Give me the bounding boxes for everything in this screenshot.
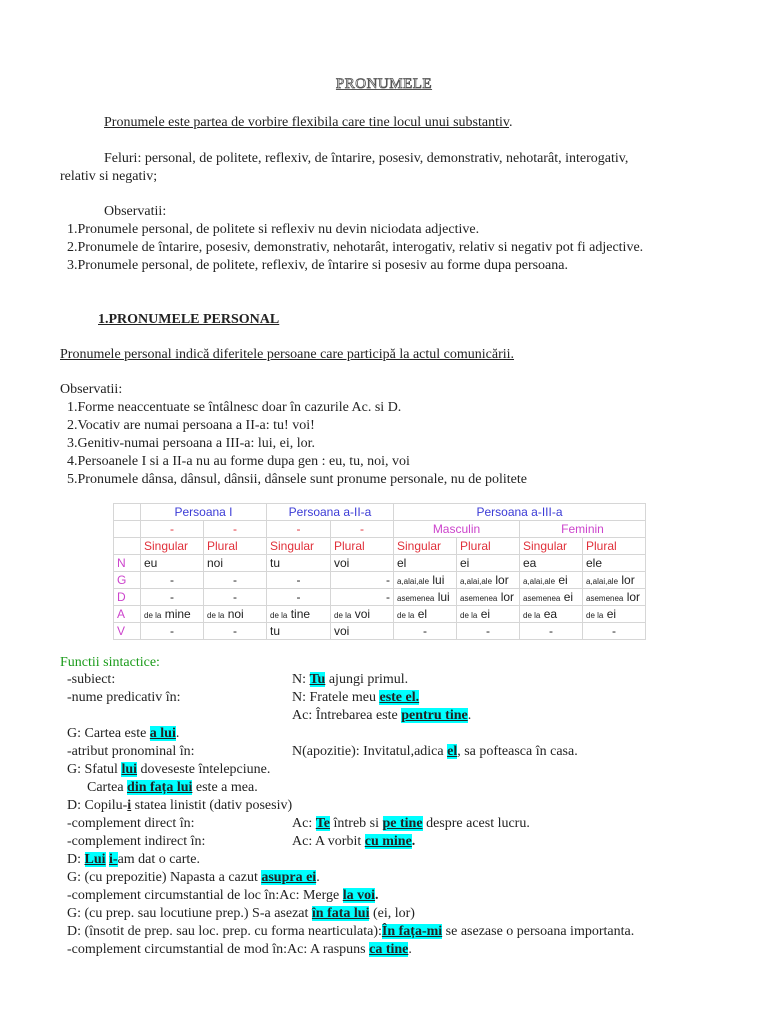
table-cell	[583, 606, 646, 623]
cell-prefix: a,alai,ale	[586, 577, 619, 586]
cell-word: mine	[164, 607, 191, 621]
cell-word: tine	[290, 607, 311, 621]
highlight: În fața-mi	[381, 924, 443, 939]
table-cell: -	[204, 572, 267, 589]
highlight: Te	[315, 816, 330, 831]
highlight: a lui	[149, 726, 176, 741]
cell-word: lor	[626, 590, 641, 604]
table-cell: -	[331, 572, 394, 589]
example-text: întreb si	[330, 816, 383, 831]
highlight: lui	[121, 762, 138, 777]
table-row	[114, 555, 646, 572]
cell-prefix: de la	[460, 611, 478, 620]
example-text: G: Cartea este	[67, 726, 150, 741]
table-cell: tu	[267, 623, 331, 640]
cell-prefix: de la	[144, 611, 162, 620]
gender-dash: -	[331, 521, 394, 538]
example-g3	[87, 779, 258, 796]
table-cell: -	[204, 623, 267, 640]
example-g5	[67, 905, 415, 922]
example-cl	[67, 887, 379, 904]
header-number: Plural	[331, 538, 394, 555]
table-header-persons	[114, 504, 646, 521]
func-subiect: -subiect:	[67, 672, 116, 687]
example-d2	[67, 851, 200, 868]
table-cell: ele	[583, 555, 646, 572]
case-label: V	[114, 623, 141, 640]
example-d3	[67, 923, 634, 940]
example-text: G: Sfatul	[67, 762, 122, 777]
table-cell: -	[331, 589, 394, 606]
table-header-numbers	[114, 538, 646, 555]
highlight: pentru tine	[401, 708, 468, 723]
table-cell	[331, 606, 394, 623]
func-complement-indirect: -complement indirect în:	[67, 834, 206, 849]
cell-prefix: de la	[523, 611, 541, 620]
cell-word: lor	[500, 590, 515, 604]
example-text: , sa pofteasca în casa.	[457, 744, 578, 759]
cell-prefix: asemenea	[523, 594, 561, 603]
header-persoana-1: Persoana I	[141, 504, 267, 521]
table-cell: ei	[457, 555, 520, 572]
highlight: ca tine	[369, 942, 409, 957]
observatie2-4: 4.Persoanele I si a II-a nu au forme dupa gen : eu, tu, noi, voi	[67, 454, 410, 469]
example-text: -complement circumstantial de loc în:Ac: Merge	[67, 888, 343, 903]
example-text: statea linistit (dativ posesiv)	[131, 798, 293, 813]
example-g1	[67, 725, 179, 742]
cell-word: ea	[543, 607, 558, 621]
table-cell: -	[583, 623, 646, 640]
example-text: D:	[67, 852, 85, 867]
highlight: Tu	[309, 672, 326, 687]
example-atribut	[292, 743, 578, 760]
table-cell	[394, 589, 457, 606]
highlight: din fața lui	[127, 780, 193, 795]
cell-word: noi	[227, 607, 244, 621]
cell-word: ei	[480, 607, 491, 621]
observatie2-3: 3.Genitiv-numai persoana a III-a: lui, ei, lor.	[67, 436, 316, 451]
table-cell: -	[394, 623, 457, 640]
observatii2-title: Observatii:	[60, 382, 123, 397]
table-cell: voi	[331, 623, 394, 640]
observatie-3: 3.Pronumele personal, de politete, reflexiv, de întarire si posesiv au forme dupa persoana.	[67, 258, 568, 273]
table-cell	[394, 606, 457, 623]
header-number: Singular	[520, 538, 583, 555]
cell-word: ei	[606, 607, 617, 621]
observatii-title: Observatii:	[104, 204, 167, 219]
cell-prefix: a,alai,ale	[397, 577, 430, 586]
example-text: N(apozitie): Invitatul,adica	[292, 744, 448, 759]
table-cell: -	[520, 623, 583, 640]
header-number: Singular	[141, 538, 204, 555]
table-cell	[267, 606, 331, 623]
table-cell: el	[394, 555, 457, 572]
page-title: PRONUMELE	[335, 76, 433, 92]
cell-prefix: de la	[207, 611, 225, 620]
cell-prefix: asemenea	[460, 594, 498, 603]
example-text: N:	[292, 672, 310, 687]
example-subiect	[292, 671, 408, 688]
cell-prefix: asemenea	[397, 594, 435, 603]
observatie-1: 1.Pronumele personal, de politete si reflexiv nu devin niciodata adjective.	[67, 222, 480, 237]
table-cell	[457, 572, 520, 589]
header-number: Singular	[267, 538, 331, 555]
example-text: D: Copilu-	[67, 798, 128, 813]
highlight: i	[127, 798, 132, 813]
table-cell	[520, 589, 583, 606]
feluri-line-1: Feluri: personal, de politete, reflexiv, de întarire, posesiv, demonstrativ, nehotarât, interogativ,	[104, 151, 629, 166]
definition: Pronumele personal indică diferitele persoane care participă la actul comunicării.	[60, 347, 515, 362]
cell-prefix: de la	[270, 611, 288, 620]
example-text: G: (cu prepozitie) Napasta a cazut	[67, 870, 262, 885]
example-text: se asezase o persoana importanta.	[442, 924, 635, 939]
table-cell: -	[267, 589, 331, 606]
table-cell: tu	[267, 555, 331, 572]
cell-word: lui	[432, 573, 445, 587]
table-cell	[520, 606, 583, 623]
example-np2	[292, 707, 471, 724]
example-text: am dat o carte.	[117, 852, 200, 867]
case-label: N	[114, 555, 141, 572]
gender-dash: -	[141, 521, 204, 538]
section-heading-personal: 1.PRONUMELE PERSONAL	[98, 312, 280, 327]
example-text: .	[316, 870, 320, 885]
table-cell	[204, 606, 267, 623]
highlight: el	[447, 744, 458, 759]
table-cell: -	[141, 623, 204, 640]
cell-prefix: de la	[586, 611, 604, 620]
intro-end: .	[508, 115, 513, 130]
example-text: (ei, lor)	[369, 906, 415, 921]
table-cell	[583, 572, 646, 589]
observatie2-2: 2.Vocativ are numai persoana a II-a: tu! voi!	[67, 418, 315, 433]
pronoun-table	[113, 503, 646, 640]
highlight: este el.	[379, 690, 420, 705]
intro-text: Pronumele este partea de vorbire flexibila care tine locul unui substantiv	[104, 115, 509, 130]
cell-prefix: de la	[397, 611, 415, 620]
table-cell	[520, 572, 583, 589]
cell-prefix: de la	[334, 611, 352, 620]
table-cell	[394, 572, 457, 589]
example-text: ajungi primul.	[325, 672, 409, 687]
func-nume-predicativ: -nume predicativ în:	[67, 690, 181, 705]
example-text: Ac:	[292, 816, 316, 831]
example-text: Ac: Întrebarea este	[292, 708, 402, 723]
table-cell: -	[141, 589, 204, 606]
table-cell: noi	[204, 555, 267, 572]
example-text: -complement circumstantial de mod în:Ac: A raspuns	[67, 942, 370, 957]
header-number: Plural	[204, 538, 267, 555]
cell-prefix: a,alai,ale	[460, 577, 493, 586]
table-cell	[141, 606, 204, 623]
example-text: D: (însotit de prep. sau loc. prep. cu forma nearticulata):	[67, 924, 382, 939]
table-header-gender	[114, 521, 646, 538]
cell-word: voi	[354, 607, 371, 621]
highlight: pe tine	[382, 816, 423, 831]
table-cell	[457, 606, 520, 623]
header-persoana-3: Persoana a-III-a	[394, 504, 646, 521]
example-g2	[67, 761, 270, 778]
highlight: asupra ei	[261, 870, 317, 885]
feluri-line-2: relativ si negativ;	[60, 169, 158, 184]
case-label: A	[114, 606, 141, 623]
table-row	[114, 589, 646, 606]
case-label: G	[114, 572, 141, 589]
example-text: G: (cu prep. sau locutiune prep.) S-a asezat	[67, 906, 312, 921]
table-cell: -	[457, 623, 520, 640]
example-text: doveseste întelepciune.	[137, 762, 271, 777]
example-text: .	[467, 708, 472, 723]
example-text: .	[175, 726, 180, 741]
cell-word: lui	[437, 590, 450, 604]
observatie2-1: 1.Forme neaccentuate se întâlnesc doar în cazurile Ac. si D.	[67, 400, 402, 415]
table-cell	[583, 589, 646, 606]
observatie-2: 2.Pronumele de întarire, posesiv, demonstrativ, nehotarât, interogativ, relativ si negativ pot fi adjective.	[67, 240, 644, 255]
example-text: .	[375, 888, 379, 903]
example-np1	[292, 689, 419, 706]
gender-dash: -	[267, 521, 331, 538]
cell-word: el	[417, 607, 428, 621]
example-text: este a mea.	[192, 780, 258, 795]
header-masculin: Masculin	[394, 521, 520, 538]
table-cell: -	[141, 572, 204, 589]
table-row	[114, 572, 646, 589]
example-text: Ac: A vorbit	[292, 834, 365, 849]
header-persoana-2: Persoana a-II-a	[267, 504, 394, 521]
header-number: Plural	[583, 538, 646, 555]
cell-word: ei	[563, 590, 574, 604]
gender-dash: -	[204, 521, 267, 538]
header-feminin: Feminin	[520, 521, 646, 538]
table-cell: ea	[520, 555, 583, 572]
example-text: .	[411, 834, 416, 849]
example-text: Cartea	[87, 780, 128, 795]
cell-word: lor	[495, 573, 509, 587]
func-atribut: -atribut pronominal în:	[67, 744, 195, 759]
highlight: i-	[109, 852, 118, 867]
table-cell: -	[204, 589, 267, 606]
table-cell: -	[267, 572, 331, 589]
cell-word: ei	[558, 573, 568, 587]
highlight: cu mine	[364, 834, 412, 849]
highlight: la voi	[342, 888, 376, 903]
header-number: Singular	[394, 538, 457, 555]
observatie2-5: 5.Pronumele dânsa, dânsul, dânsii, dânsele sunt pronume personale, nu de politete	[67, 472, 527, 487]
example-ci	[292, 833, 415, 850]
cell-prefix: a,alai,ale	[523, 577, 556, 586]
highlight: în fata lui	[311, 906, 370, 921]
table-cell: eu	[141, 555, 204, 572]
example-cd	[292, 815, 530, 832]
table-cell: voi	[331, 555, 394, 572]
table-cell	[457, 589, 520, 606]
func-complement-direct: -complement direct în:	[67, 816, 195, 831]
example-cm	[67, 941, 412, 958]
example-g4	[67, 869, 320, 886]
example-text: .	[408, 942, 412, 957]
example-text: despre acest lucru.	[422, 816, 530, 831]
intro-paragraph	[104, 114, 512, 131]
example-d1	[67, 797, 292, 814]
cell-prefix: asemenea	[586, 594, 624, 603]
functii-title: Functii sintactice:	[60, 655, 160, 670]
header-number: Plural	[457, 538, 520, 555]
case-label: D	[114, 589, 141, 606]
cell-word: lor	[621, 573, 635, 587]
table-row	[114, 606, 646, 623]
highlight: Lui	[84, 852, 106, 867]
example-text: N: Fratele meu	[292, 690, 380, 705]
table-row	[114, 623, 646, 640]
